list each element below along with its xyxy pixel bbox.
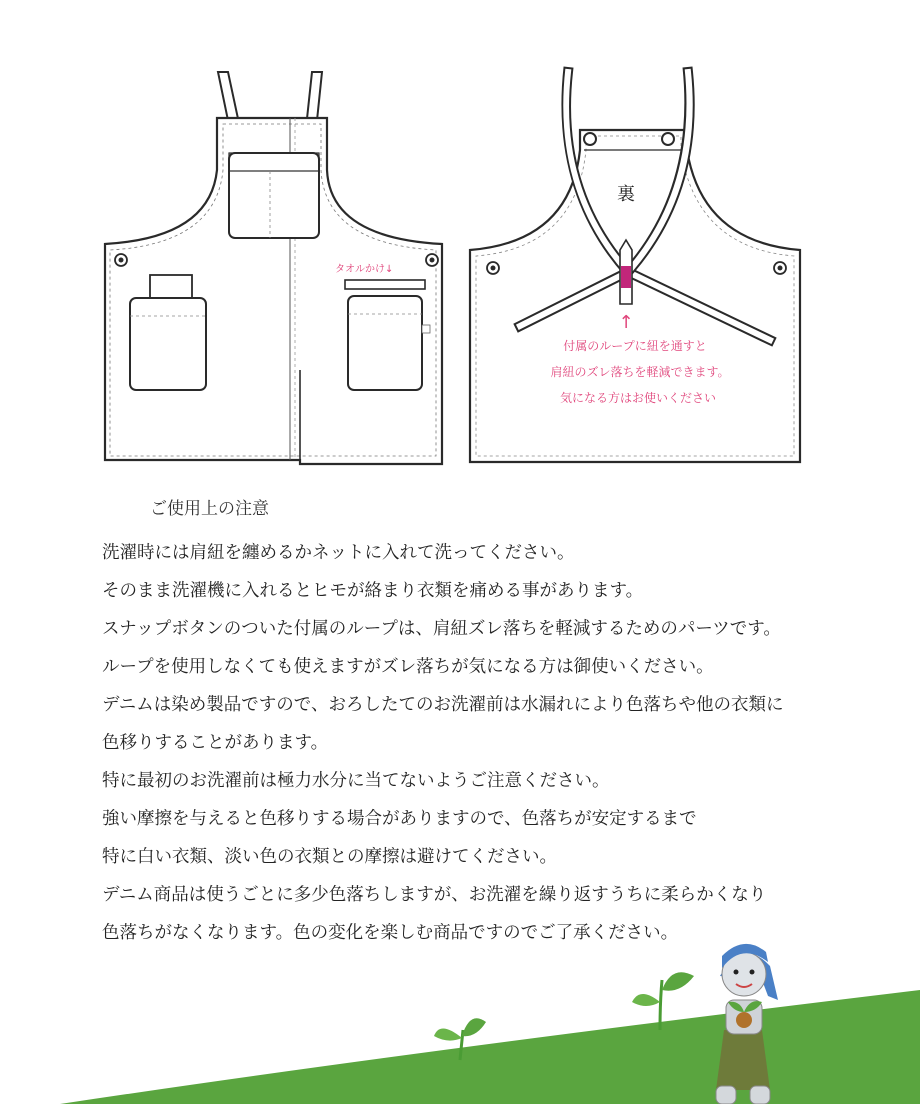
care-line: 洗濯時には肩紐を纏めるかネットに入れて洗ってください。 xyxy=(102,543,575,563)
apron-front-view xyxy=(105,72,442,464)
care-notes-list xyxy=(102,534,783,952)
care-line: 特に白い衣類、淡い色の衣類との摩擦は避けてください。 xyxy=(102,847,557,867)
care-line: 強い摩擦を与えると色移りする場合がありますので、色落ちが安定するまで xyxy=(102,809,697,829)
care-line: 色移りすることがあります。 xyxy=(102,733,329,753)
loop-arrow: ↑ xyxy=(618,312,634,333)
apron-back-view xyxy=(470,72,800,462)
green-hill xyxy=(60,990,920,1104)
care-line: そのまま洗濯機に入れるとヒモが絡まり衣類を痛める事があります。 xyxy=(102,581,644,601)
loop-note-3: 気になる方はお使いください xyxy=(559,391,717,405)
care-heading: ご使用上の注意 xyxy=(150,499,269,519)
chest-pocket xyxy=(229,153,319,238)
care-line: 色落ちがなくなります。色の変化を楽しむ商品ですのでご了承ください。 xyxy=(102,923,679,943)
apron-back-body xyxy=(470,130,800,462)
towel-hanger xyxy=(345,280,425,289)
back-label: 裏 xyxy=(617,184,635,205)
care-line: デニムは染め製品ですので、おろしたてのお洗濯前は水漏れにより色落ちや他の衣類に xyxy=(102,695,784,715)
loop-note-1: 付属のループに紐を通すと xyxy=(563,339,707,353)
care-line: ループを使用しなくても使えますがズレ落ちが気になる方は御使いください。 xyxy=(102,657,714,677)
care-line: 特に最初のお洗濯前は極力水分に当てないようご注意ください。 xyxy=(102,771,610,791)
towel-hanger-label: タオルかけ↓ xyxy=(335,264,394,275)
apron-diagram xyxy=(0,0,920,480)
right-pocket xyxy=(348,296,422,390)
care-line: デニム商品は使うごとに多少色落ちしますが、お洗濯を繰り返すうちに柔らかくなり xyxy=(102,885,767,905)
loop-note-2: 肩紐のズレ落ちを軽減できます。 xyxy=(550,365,730,379)
footer-illustration xyxy=(0,940,920,1104)
left-pocket xyxy=(130,298,206,390)
care-line: スナップボタンのついた付属のループは、肩紐ズレ落ちを軽減するためのパーツです。 xyxy=(102,619,781,639)
